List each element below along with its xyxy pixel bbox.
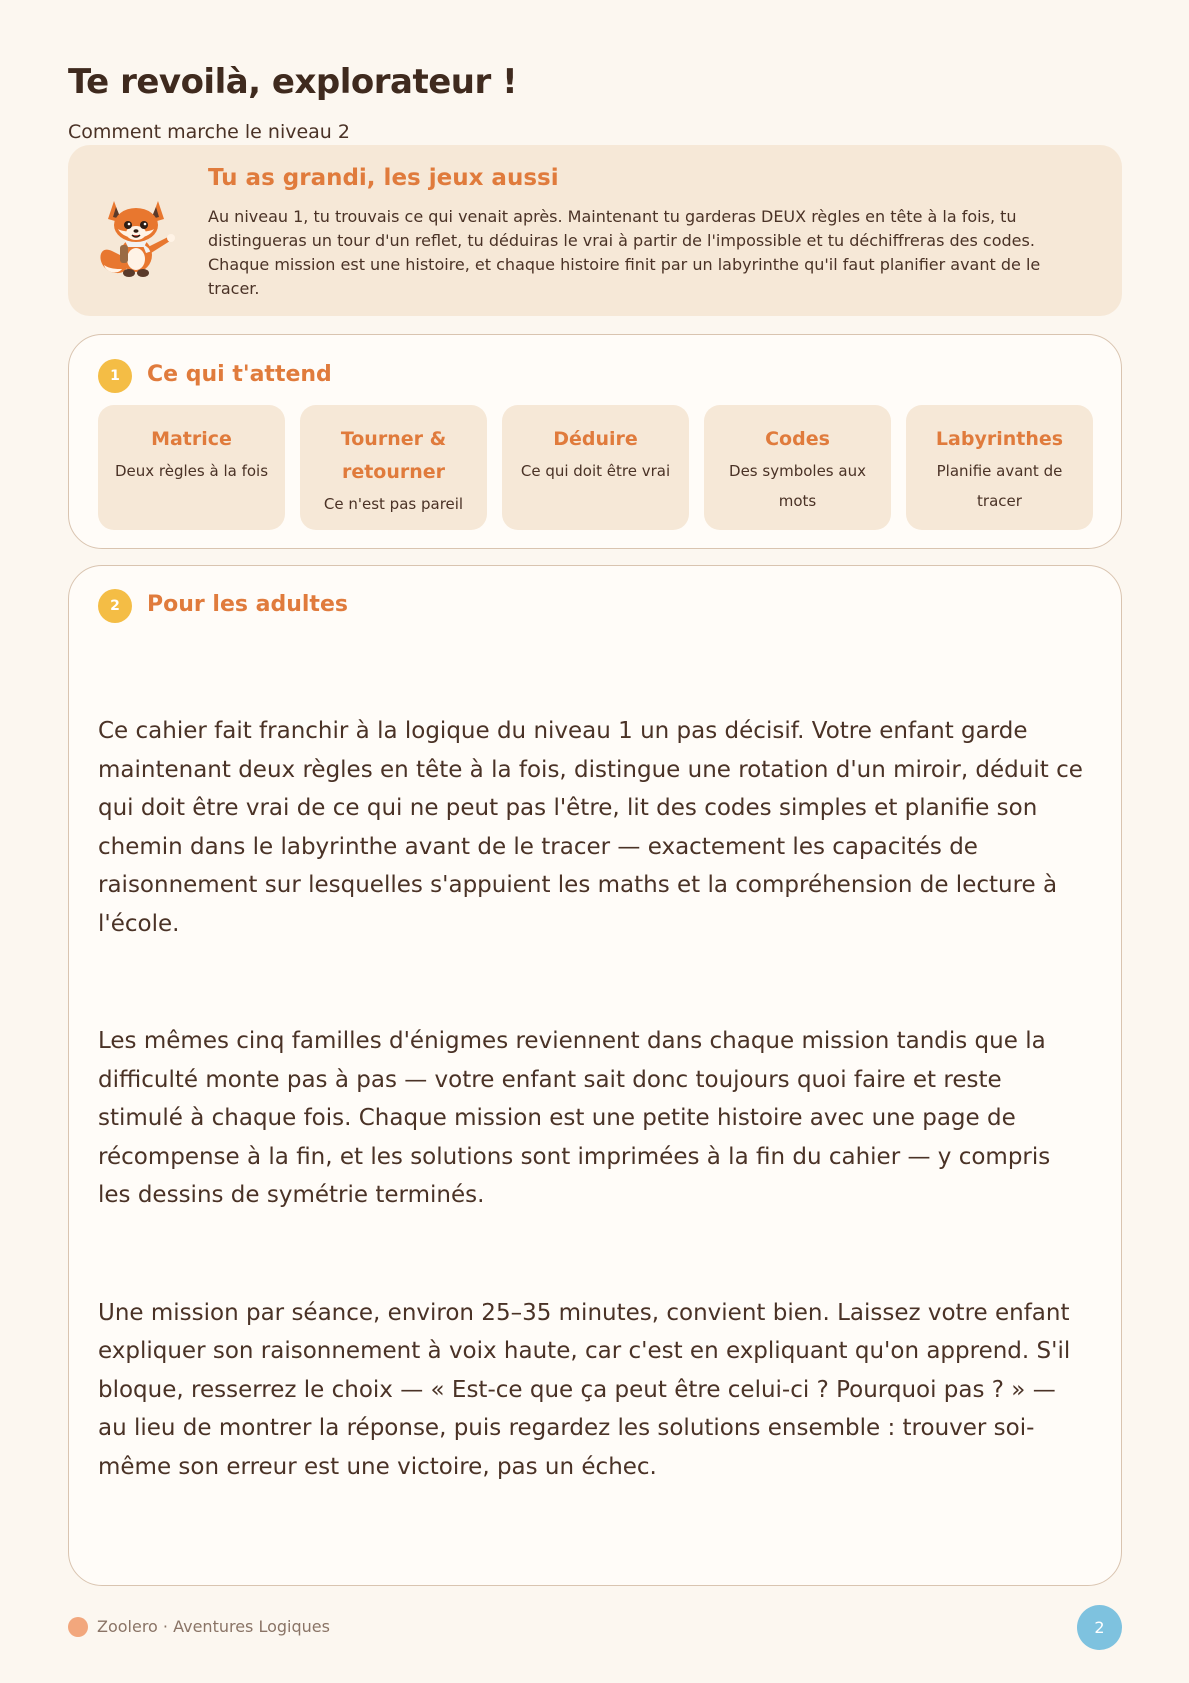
intro-text: Au niveau 1, tu trouvais ce qui venait après. Maintenant tu garderas DEUX règles en tête à la fois, tu distingueras un tour d'un reflet, tu déduiras le vrai à partir de l'impossible et tu déchiffreras des codes. Chaque mission est une histoire, et chaque histoire finit par un labyrinthe qu'il faut planifier avant de le tracer.: [208, 207, 1041, 298]
section-for-adults: [68, 565, 1122, 1586]
section-heading: Ce qui t'attend: [147, 362, 332, 387]
tile-codes: [704, 405, 891, 530]
section-what-awaits: [68, 334, 1122, 549]
footer-brand-dot: [68, 1617, 88, 1637]
page-number-badge: 2: [1077, 1605, 1122, 1650]
tile-desc: Ce n'est pas pareil: [323, 495, 464, 513]
adult-paragraph: Les mêmes cinq familles d'énigmes reviennent dans chaque mission tandis que la difficulté monte pas à pas — votre enfant sait donc toujours quoi faire et reste stimulé à chaque fois. Chaque mission est une petite histoire avec une page de récompense à la fin, et les solutions sont imprimées à la fin du cahier — y compris les dessins de symétrie terminés.: [98, 1028, 1051, 1208]
section-number-badge: 1: [98, 359, 132, 393]
tile-deduire: [502, 405, 689, 530]
tile-title: Labyrinthes: [935, 428, 1064, 450]
tile-title: Tourner & retourner: [340, 428, 447, 483]
footer-brand: Zoolero · Aventures Logiques: [97, 1617, 330, 1636]
tile-desc: Planifie avant de tracer: [936, 462, 1063, 510]
tile-desc: Ce qui doit être vrai: [520, 462, 671, 480]
fox-mascot-icon: [94, 181, 186, 281]
page-title: Te revoilà, explorateur !: [68, 62, 518, 102]
tile-desc: Des symboles aux mots: [729, 462, 866, 510]
page-subtitle: Comment marche le niveau 2: [68, 121, 350, 143]
tile-labyrinthes: [906, 405, 1093, 530]
intro-heading: Tu as grandi, les jeux aussi: [208, 165, 559, 191]
tile-title: Déduire: [553, 428, 638, 450]
section-heading: Pour les adultes: [147, 592, 348, 617]
activity-tiles: [98, 405, 1094, 530]
tile-title: Matrice: [151, 428, 232, 450]
intro-banner: [68, 145, 1122, 316]
section-number-badge: 2: [98, 589, 132, 623]
tile-desc: Deux règles à la fois: [114, 462, 269, 480]
tile-tourner-retourner: [300, 405, 487, 530]
adult-text: [98, 712, 1088, 1565]
tile-title: Codes: [765, 428, 830, 450]
adult-paragraph: Une mission par séance, environ 25–35 minutes, convient bien. Laissez votre enfant expliquer son raisonnement à voix haute, car c'est en expliquant qu'on apprend. S'il bloque, resserrez le choix — « Est-ce que ça peut être celui-ci ? Pourquoi pas ? » — au lieu de montrer la réponse, puis regardez les solutions ensemble : trouver soi-même son erreur est une victoire, pas un échec.: [98, 1299, 1071, 1480]
adult-paragraph: Ce cahier fait franchir à la logique du niveau 1 un pas décisif. Votre enfant garde maintenant deux règles en tête à la fois, distingue une rotation d'un miroir, déduit ce qui doit être vrai de ce qui ne peut pas l'être, lit des codes simples et planifie son chemin dans le labyrinthe avant de le tracer — exactement les capacités de raisonnement sur lesquelles s'appuient les maths et la compréhension de lecture à l'école.: [98, 718, 1083, 937]
tile-matrice: [98, 405, 285, 530]
